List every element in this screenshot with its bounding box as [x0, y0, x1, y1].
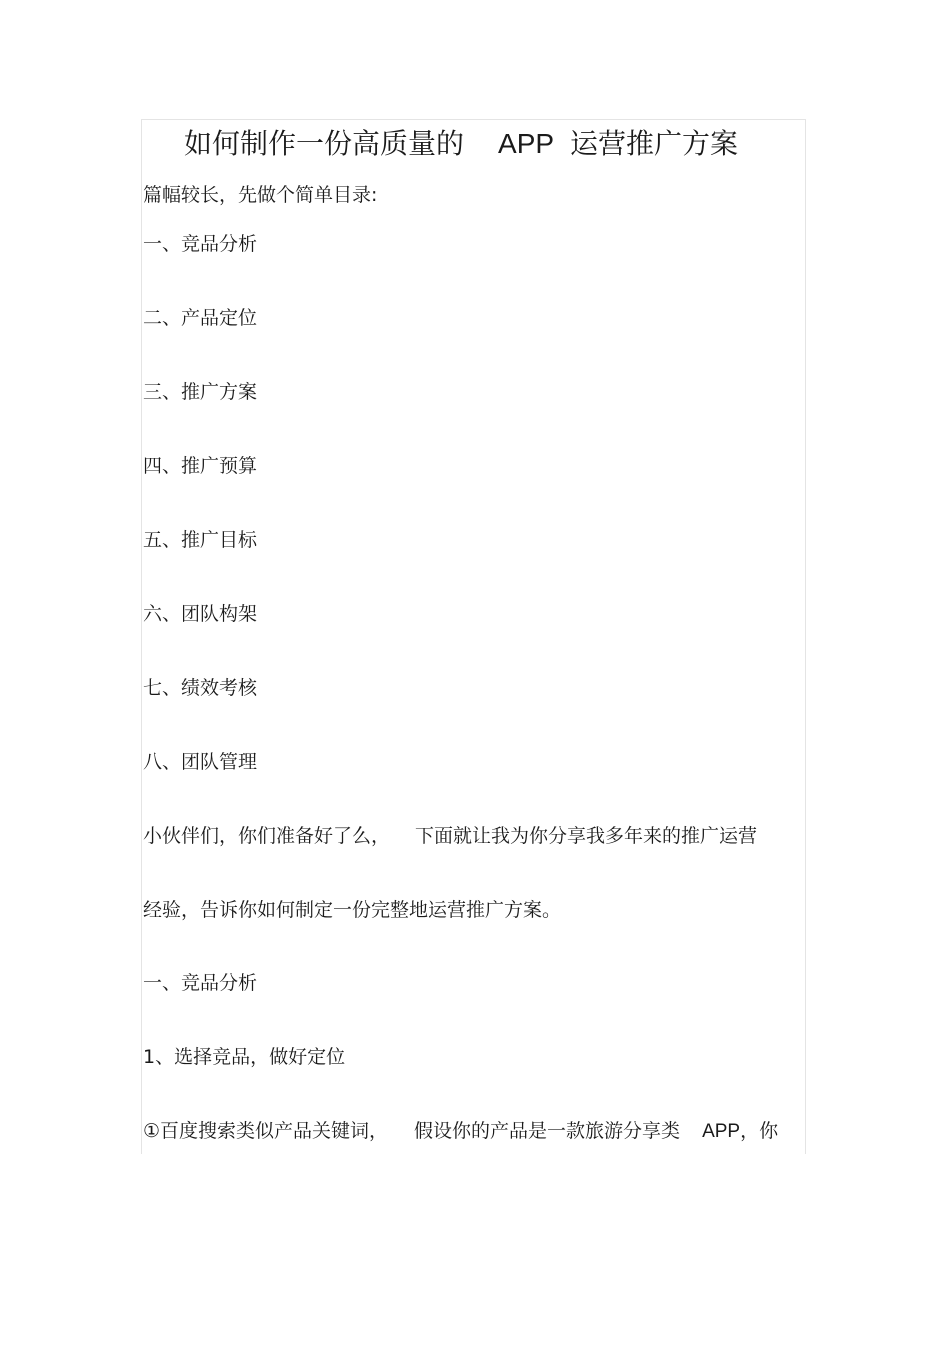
intro-text: 篇幅较长，先做个简单目录:: [143, 184, 378, 206]
item-1-part-3: APP，你: [702, 1121, 779, 1142]
toc-item-7: 七、绩效考核: [143, 677, 258, 699]
toc-item-8: 八、团队管理: [143, 751, 258, 773]
title-part-1: 如何制作一份高质量的: [184, 127, 465, 160]
title-part-3: 运营推广方案: [570, 127, 739, 160]
item-1-part-1: ①百度搜索类似产品关键词，: [143, 1120, 389, 1142]
toc-item-6: 六、团队构架: [143, 603, 258, 625]
item-1-part-2: 假设你的产品是一款旅游分享类: [414, 1120, 681, 1142]
toc-item-2: 二、产品定位: [143, 307, 258, 329]
toc-item-1: 一、竞品分析: [143, 233, 258, 255]
title-part-2: APP: [498, 128, 555, 159]
page-frame: [141, 119, 806, 1154]
toc-item-5: 五、推广目标: [143, 529, 258, 551]
document-title: [184, 126, 738, 162]
item-1-line: [143, 1119, 778, 1144]
paragraph-1-line-2: 经验，告诉你如何制定一份完整地运营推广方案。: [143, 899, 562, 921]
paragraph-1-line-1: [143, 824, 757, 848]
paragraph-1-part-1: 小伙伴们，你们准备好了么，: [143, 825, 391, 847]
section-1-heading: 一、竞品分析: [143, 972, 258, 994]
subsection-1-heading: 1、选择竞品，做好定位: [143, 1046, 346, 1068]
toc-item-3: 三、推广方案: [143, 381, 258, 403]
toc-item-4: 四、推广预算: [143, 455, 258, 477]
paragraph-1-part-2: 下面就让我为你分享我多年来的推广运营: [415, 825, 758, 847]
